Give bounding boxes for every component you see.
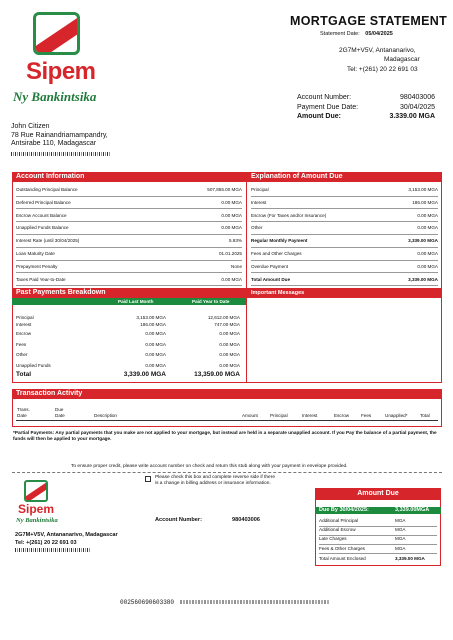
micr-line-blurred [180,600,330,604]
explanation-row-value: 3,339.00 MGA [408,238,438,244]
stub-logo [24,480,48,502]
explanation-row [251,264,438,270]
account-info-row-value: 01.01.2025 [219,251,242,256]
explanation-row [251,200,438,206]
micr-line: 002560690603380 [120,599,175,606]
account-info-row-value: 0.00 MGA [221,199,242,205]
stub-due-by-bar [315,507,441,514]
account-info-row-label: Loan Maturity Date [16,251,55,256]
explanation-row-label: Interest [251,199,267,205]
stub-amount-label: Late Charges [319,536,347,542]
past-payment-ytd: 0.00 MGA [219,352,240,357]
explanation-row-label: Total Amount Due [251,276,291,282]
account-info-row [16,251,242,257]
past-payment-last: 0.00 MGA [145,362,166,368]
explanation-row-label: Fees and Other Charges [251,251,302,256]
past-total-ytd: 13,359.00 MGA [194,371,240,378]
past-payment-ytd: 0.00 MGA [219,341,240,347]
past-total-last: 3,339.00 MGA [123,371,166,378]
explanation-row [251,277,438,283]
stub-address: 2G7M+V5V, Antananarivo, Madagascar [15,532,118,538]
account-info-row [16,200,242,206]
explanation-row [251,225,438,231]
explanation-row-label: Other [251,225,263,231]
past-payment-ytd: 747.00 MGA [214,321,240,327]
col-description: Description [94,413,117,418]
col-total: Total [420,413,430,418]
explanation-row-label: Escrow (For Taxes and/or Insurance) [251,212,327,218]
explanation-row [251,213,438,219]
account-info-row-value: 0.00 MGA [221,276,242,282]
account-number: 980403006 [399,94,435,101]
past-payment-ytd: 12,612.00 MGA [207,315,240,320]
past-total-label: Total [16,371,32,378]
company-tel: Tel: +(261) 20 22 691 03 [347,66,418,73]
past-payment-ytd: 0.00 MGA [219,362,240,368]
col-amount: Amount [242,413,258,418]
stub-amount-value: MGA [395,527,406,533]
past-payment-ytd: 0.00 MGA [219,331,240,336]
stub-barcode [15,548,90,552]
account-info-row [16,238,242,244]
important-messages-heading: Important Messages [247,288,442,298]
account-info-row-value: None [231,263,242,269]
checkbox-note-2: is a change in billing address or insurance information. [155,481,271,486]
explanation-row-value: 0.00 MGA [417,251,438,256]
amount-due-label: Amount Due: [297,113,341,120]
account-info-row-label: Escrow Account Balance [16,212,67,218]
explanation-row-label: Overdue Payment [251,263,289,269]
past-payment-row [16,331,242,337]
stub-amount-value: MGA [395,545,406,551]
explanation-row-label: Principal [251,187,269,192]
col-principal: Principal [270,413,288,418]
company-address-1: 2G7M+V5V, Antananarivo, [339,47,416,54]
stub-amount-row [319,518,437,524]
stub-instruction: To ensure proper credit, please write account number on check and return this stub along with your payment in envelope provided. [71,464,348,469]
explanation-row-value: 3,153.00 MGA [408,187,438,192]
stub-amount-label: Fees & Other Charges [319,545,365,551]
stub-amount-heading: Amount Due [315,488,441,500]
due-date-label: Payment Due Date: [297,103,359,111]
past-payments-heading: Past Payments Breakdown [12,288,246,298]
account-info-row [16,213,242,219]
stub-total-enclosed-value: 3,339.00 MGA [395,556,425,561]
col-fees: Fees [361,413,372,418]
past-payment-row [16,352,242,358]
past-payment-row [16,363,242,369]
stub-account-number-label: Account Number: [155,517,202,523]
address-change-checkbox[interactable] [145,476,151,482]
stub-amount-label: Additional Escrow [319,527,356,533]
statement-date-label: Statement Date: [320,31,360,37]
stub-amount-row [319,527,437,533]
account-info-row-label: Deferred Principal Balance [16,199,71,205]
transactions-heading: Transaction Activity [12,389,442,399]
brand-logo [33,12,80,55]
account-info-row-value: 5.93% [228,238,242,244]
stub-total-enclosed-label: Total Amount Enclosed [319,556,366,561]
recipient-name: John Citizen [11,123,50,130]
past-payment-row [16,322,242,328]
past-payment-last: 0.00 MGA [145,352,166,357]
account-info-row-label: Prepayment Penalty [16,263,58,269]
stub-brand-tagline: Ny Bankintsika [16,517,58,524]
statement-title: MORTGAGE STATEMENT [290,14,448,28]
account-info-row [16,225,242,231]
recipient-address-2: Antsirabe 110, Madagascar [11,140,97,147]
stub-due-by-value: 3,339.00MGA [395,507,430,513]
col-unapplied: Unapplied* [385,413,408,418]
company-address-2: Madagascar [384,56,420,63]
checkbox-note-1: Please check this box and complete reverse side if there [155,475,275,480]
past-payments-header-bar [12,298,246,305]
past-payment-last: 0.00 MGA [145,331,166,336]
brand-name: Sipem [26,58,96,85]
stub-amount-value: MGA [395,536,406,542]
past-payment-last: 3,153.00 MGA [136,315,166,320]
paid-last-month-label: Paid Last Month [118,299,154,304]
explanation-row-value: 186.00 MGA [412,199,438,205]
stub-brand-name: Sipem [18,502,55,516]
brand-tagline: Ny Bankintsika [13,89,97,104]
stub-amount-row [319,536,437,542]
account-info-row [16,187,242,193]
account-info-row-value: 0.00 MGA [221,225,242,231]
account-info-row-label: Taxes Paid Year-to-Date [16,276,66,282]
account-info-row-label: Unapplied Funds Balance [16,225,69,231]
past-payment-label: Interest [16,321,32,327]
past-payment-label: Principal [16,315,34,320]
past-payment-last: 0.00 MGA [145,341,166,347]
explanation-row-value: 0.00 MGA [417,225,438,231]
past-payment-label: Fees [16,341,27,347]
stub-account-number: 980403006 [232,517,260,523]
past-payment-row [16,342,242,348]
explanation-row-value: 3,339.00 MGA [408,276,438,282]
partial-payments-note: *Partial Payments: Any partial payments that you make are not applied to your mortgage, but instead are held in a separate unapplied account. If you Pay the balance of a partial payment, the funds will then be applied to your mortgage. [13,430,437,441]
col-trans-date: Trans. Date [17,407,30,418]
explanation-row [251,238,438,244]
stub-due-by-label: Due By 30/04/2025: [319,507,369,513]
stub-amount-value: MGA [395,518,406,523]
due-date: 30/04/2025 [399,103,435,111]
explanation-row-value: 0.00 MGA [417,263,438,269]
account-info-row-label: Interest Rate (until 30/04/2025) [16,238,80,244]
recipient-barcode [11,152,111,156]
stub-tel: Tel: +(261) 20 22 691 03 [15,539,77,546]
col-due-date: Due Date [55,407,65,418]
past-payment-row [16,315,242,321]
stub-amount-row [319,546,437,552]
account-info-row [16,277,242,283]
paid-ytd-label: Paid Year to Date [192,299,230,304]
col-interest: Interest [302,413,318,418]
account-info-heading: Account Information [12,172,246,182]
explanation-row-label: Regular Monthly Payment [251,238,308,244]
recipient-address-1: 78 Rue Rainandriamampandry, [11,131,108,139]
stub-amount-label: Additional Principal [319,518,359,523]
explanation-row [251,251,438,257]
account-number-label: Account Number: [297,94,352,101]
past-payment-label: Other [16,352,28,357]
account-info-row-label: Outstanding Principal Balance [16,187,78,192]
explanation-heading: Explanation of Amount Due [247,172,442,182]
account-info-row-value: 0.00 MGA [221,212,242,218]
explanation-row [251,187,438,193]
past-payment-label: Escrow [16,331,32,336]
amount-due: 3.339.00 MGA [389,113,435,120]
past-payment-label: Unapplied Funds [16,362,51,368]
col-escrow: Escrow [334,413,350,418]
explanation-row-value: 0.00 MGA [417,212,438,218]
account-info-row [16,264,242,270]
account-info-row-value: 507,855.00 MGA [207,187,242,192]
statement-date: 05/04/2025 [365,31,393,37]
past-payment-last: 186.00 MGA [140,321,166,327]
